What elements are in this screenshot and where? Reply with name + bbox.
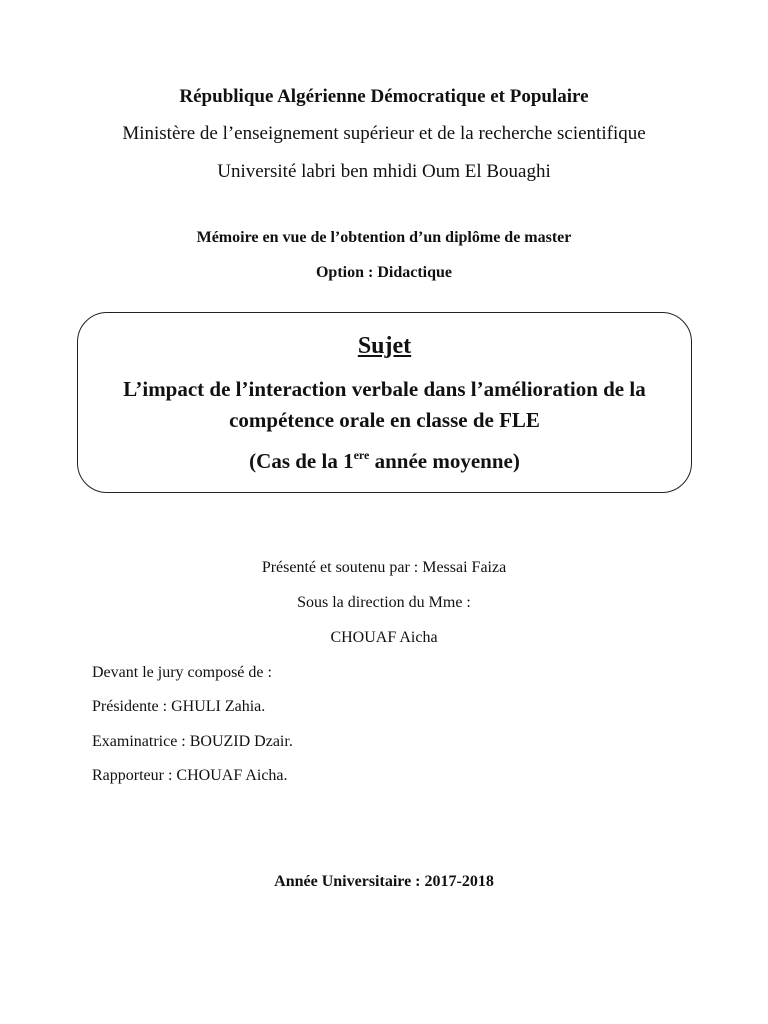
subject-heading: Sujet xyxy=(357,333,412,359)
thesis-option: Option : Didactique xyxy=(315,264,452,281)
subject-case-suffix: année moyenne) xyxy=(369,449,520,473)
supervisor-name: CHOUAF Aicha xyxy=(330,629,438,646)
republic-title: République Algérienne Démocratique et Populaire xyxy=(179,86,589,107)
subject-case-superscript: ere xyxy=(353,448,370,462)
jury-reporter: Rapporteur : CHOUAF Aicha. xyxy=(92,767,288,784)
subject-case-prefix: (Cas de la 1 xyxy=(249,449,354,473)
jury-president: Présidente : GHULI Zahia. xyxy=(92,698,266,715)
ministry-title: Ministère de l’enseignement supérieur et de la recherche scientifique xyxy=(122,123,646,144)
subject-box xyxy=(77,312,692,493)
academic-year: Année Universitaire : 2017-2018 xyxy=(274,873,494,890)
jury-examiner: Examinatrice : BOUZID Dzair. xyxy=(92,733,293,750)
subject-title-line-1: L’impact de l’interaction verbale dans l’amélioration de la xyxy=(123,377,646,401)
subject-case xyxy=(78,449,691,474)
direction-label: Sous la direction du Mme : xyxy=(297,594,471,611)
subject-title-line-2: compétence orale en classe de FLE xyxy=(229,408,540,432)
jury-intro: Devant le jury composé de : xyxy=(92,664,272,681)
presented-by: Présenté et soutenu par : Messai Faiza xyxy=(261,559,507,576)
university-name: Université labri ben mhidi Oum El Bouaghi xyxy=(217,161,551,182)
thesis-purpose: Mémoire en vue de l’obtention d’un diplôme de master xyxy=(196,229,572,246)
